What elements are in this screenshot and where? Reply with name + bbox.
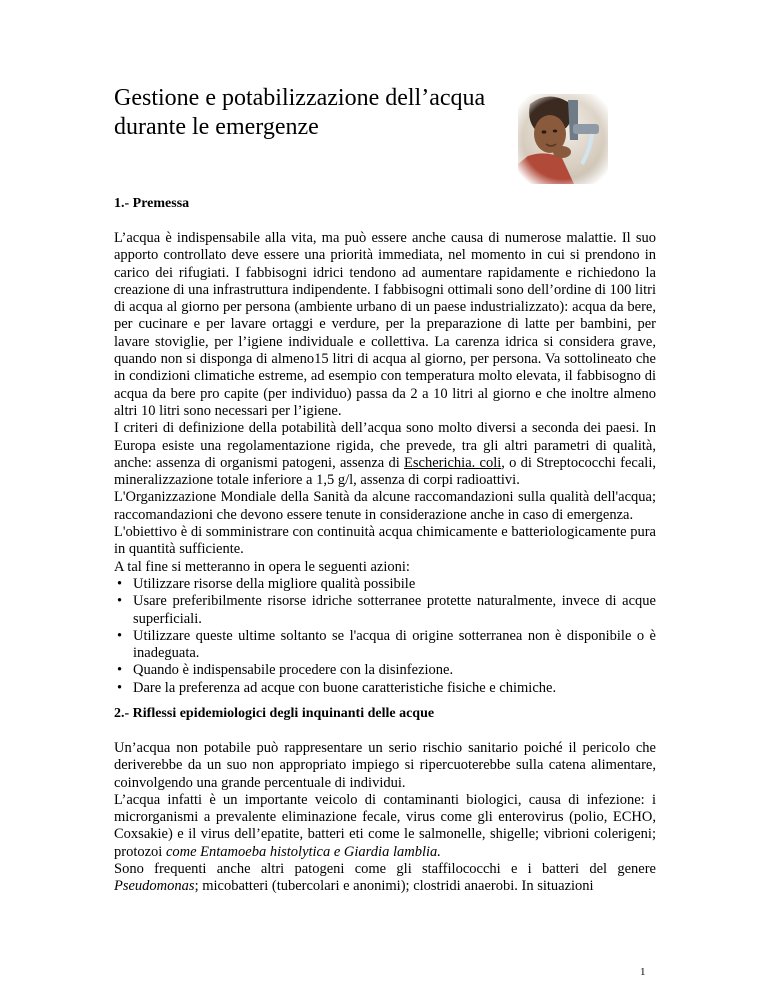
document-title: Gestione e potabilizzazione dell’acqua durante le emergenze xyxy=(114,85,486,140)
section-2-heading: 2.- Riflessi epidemiologici degli inquinanti delle acque xyxy=(114,706,435,721)
paragraph: Un’acqua non potabile può rappresentare un serio rischio sanitario poiché il pericolo che deriverebbe da un suo non appropriato impiego si ripercuoterebbe sulla catena alimentare, coinvolgendo una grande percentuale di individui. xyxy=(114,740,656,791)
page-number: 1 xyxy=(640,966,646,978)
bullet-icon: • xyxy=(117,662,123,679)
section-2-body xyxy=(114,740,656,896)
paragraph: Sono frequenti anche altri patogeni come gli staffilococchi e i batteri del genere Pseudomonas; micobatteri (tubercolari e anonimi); clostridi anaerobi. In situazioni xyxy=(114,861,656,895)
child-drinking-water-photo xyxy=(518,94,608,184)
bullet-icon: • xyxy=(117,593,123,610)
bullet-icon: • xyxy=(117,575,123,592)
underlined-term: Escherichia. coli xyxy=(404,454,502,471)
paragraph: L'obiettivo è di somministrare con continuità acqua chimicamente e batteriologicamente pura in quantità sufficiente. xyxy=(114,524,656,558)
paragraph: A tal fine si metteranno in opera le seguenti azioni: xyxy=(114,558,410,575)
list-item: • Dare la preferenza ad acque con buone caratteristiche fisiche e chimiche. xyxy=(117,679,557,696)
paragraph: I criteri di definizione della potabilità dell’acqua sono molto diversi a seconda dei paesi. In Europa esiste una regolamentazione rigida, che prevede, tra gli altri parametri di qualità, anche: assenza di organismi patogeni, assenza di Escherichia. coli, o di Streptococchi fecali, mineralizzazione totale inferiore a 1,5 g/l, assenza di corpi radioattivi. xyxy=(114,420,656,489)
paragraph: L’acqua è indispensabile alla vita, ma può essere anche causa di numerose malattie. Il suo apporto controllato deve essere una priorità immediata, nel momento in cui si prendono in carico dei rifugiati. I fabbisogni idrici tendono ad aumentare rapidamente e richiedono la creazione di una infrastruttura indipendente. I fabbisogni ottimali sono dell’ordine di 100 litri di acqua al giorno per persona (ambiente urbano di un paese industrializzato): acqua da bere, per cucinare e per lavare ortaggi e verdure, per la preparazione di latte per bambini, per lavare stoviglie, per l’igiene individuale e collettiva. La carenza idrica si considera grave, quando non si disponga di almeno15 litri di acqua al giorno, per persona. Va sottolineato che in condizioni climatiche estreme, ad esempio con temperatura molto elevata, il fabbisogno di acqua da bere pro capite (per individuo) passa da 2 a 10 litri al giorno e che inoltre almeno altri 10 litri sono necessari per l’igiene. xyxy=(114,230,656,419)
list-item: • Usare preferibilmente risorse idriche sotterranee protette naturalmente, invece di acque superficiali. xyxy=(117,593,656,627)
bullet-icon: • xyxy=(117,627,123,644)
list-item: • Utilizzare risorse della migliore qualità possibile xyxy=(117,575,416,592)
paragraph: L'Organizzazione Mondiale della Sanità da alcune raccomandazioni sulla qualità dell'acqua; raccomandazioni che devono essere tenute in considerazione anche in caso di emergenza. xyxy=(114,489,656,523)
list-item: • Quando è indispensabile procedere con la disinfezione. xyxy=(117,662,454,679)
bullet-icon: • xyxy=(117,679,123,696)
section-1-heading: 1.- Premessa xyxy=(114,196,190,211)
paragraph: L’acqua infatti è un importante veicolo di contaminanti biologici, causa di infezione: i microrganismi a prevalente eliminazione fecale, virus come gli enterovirus (polio, ECHO, Coxsakie) e il virus dell’epatite, batteri eti come le salmonelle, shigelle; vibrioni colerigeni; protozoi come Entamoeba histolytica e Giardia lamblia. xyxy=(114,791,656,860)
list-item: • Utilizzare queste ultime soltanto se l'acqua di origine sotterranea non è disponibile o è inadeguata. xyxy=(117,627,656,662)
action-list xyxy=(114,576,656,697)
section-1-body xyxy=(114,230,656,697)
